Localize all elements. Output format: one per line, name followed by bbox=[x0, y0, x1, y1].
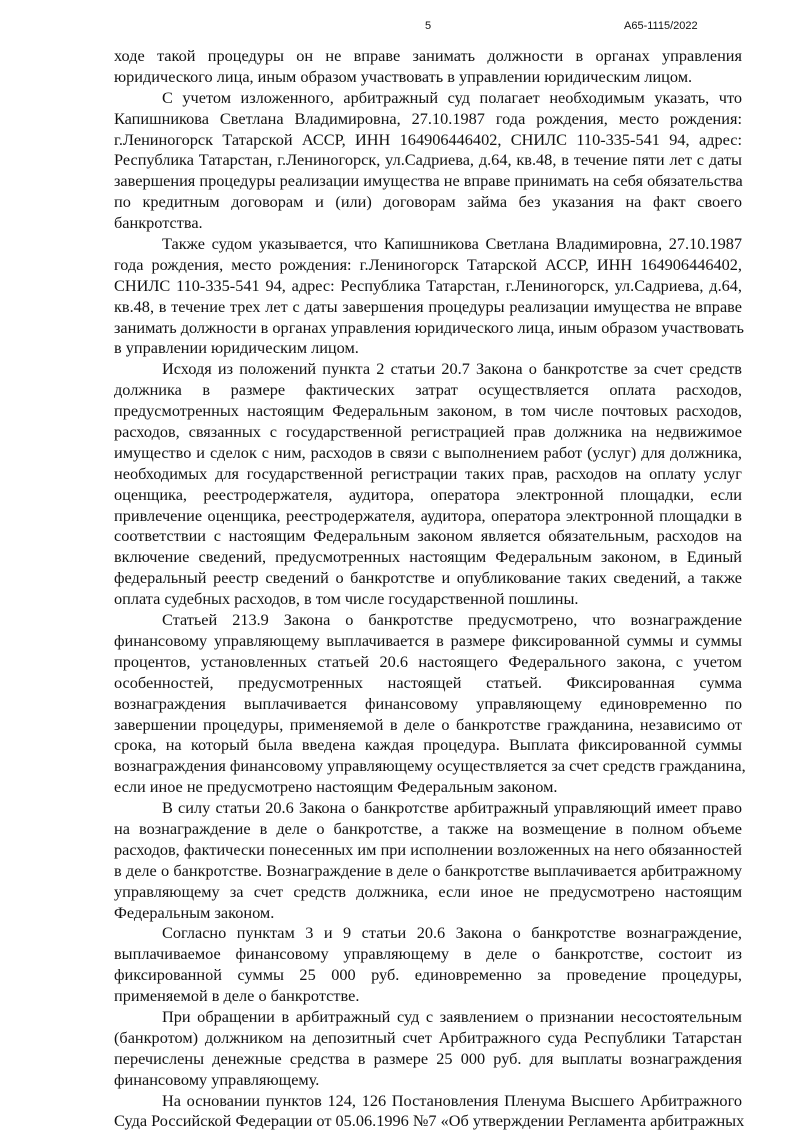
text-line: завершения процедуры реализации имущества не вправе принимать на себя обязательства bbox=[114, 171, 743, 191]
text-line: кв.48, в течение трех лет с даты завершения процедуры реализации имущества не вправе bbox=[114, 296, 742, 316]
paragraph bbox=[114, 1090, 745, 1132]
text-line: включение сведений, предусмотренных настоящим Федеральным законом, в Единый bbox=[114, 547, 742, 567]
text-line: соответствии с настоящим Федеральным законом является обязательным, расходов на bbox=[114, 526, 742, 546]
text-line: финансовому управляющему. bbox=[114, 1069, 320, 1089]
text-line: С учетом изложенного, арбитражный суд полагает необходимым указать, что bbox=[162, 87, 742, 107]
text-line: Статьей 213.9 Закона о банкротстве предусмотрено, что вознаграждение bbox=[162, 610, 742, 630]
text-line: В силу статьи 20.6 Закона о банкротстве арбитражный управляющий имеет право bbox=[162, 798, 742, 818]
text-line: вознаграждения выплачивается финансовому управляющему единовременно по bbox=[114, 693, 742, 713]
text-line: завершении процедуры, применяемой в деле о банкротстве гражданина, независимо от bbox=[114, 714, 742, 734]
text-line: вознаграждения финансовому управляющему осуществляется за счет средств гражданина, bbox=[114, 756, 746, 776]
text-line: Суда Российской Федерации от 05.06.1996 №7 «Об утверждении Регламента арбитражных bbox=[114, 1111, 745, 1131]
text-line: На основании пунктов 124, 126 Постановления Пленума Высшего Арбитражного bbox=[162, 1090, 742, 1110]
text-line: занимать должности в органах управления юридического лица, иным образом участвовать bbox=[114, 317, 744, 337]
paragraph bbox=[114, 1007, 742, 1091]
text-line: Исходя из положений пункта 2 статьи 20.7 Закона о банкротстве за счет средств bbox=[162, 359, 742, 379]
text-line: При обращении в арбитражный суд с заявлением о признании несостоятельным bbox=[162, 1006, 742, 1026]
text-line: Федеральным законом. bbox=[114, 902, 275, 922]
text-line: оценщика, реестродержателя, аудитора, оператора электронной площадки, если bbox=[114, 484, 742, 504]
text-line: банкротства. bbox=[114, 213, 203, 233]
paragraph bbox=[114, 359, 742, 610]
page-header bbox=[0, 20, 800, 36]
text-line: СНИЛС 110-335-541 94, адрес: Республика Татарстан, г.Лениногорск, ул.Садриева, д.64, bbox=[114, 275, 742, 295]
text-line: если иное не предусмотрено настоящим Федеральным законом. bbox=[114, 777, 558, 797]
text-line: Капишникова Светлана Владимировна, 27.10.1987 года рождения, место рождения: bbox=[114, 108, 742, 128]
text-line: срока, на который была введена каждая процедура. Выплата фиксированной суммы bbox=[114, 735, 742, 755]
text-line: перечислены денежные средства в размере 25 000 руб. для выплаты вознаграждения bbox=[114, 1048, 742, 1068]
paragraph bbox=[114, 234, 742, 359]
text-line: в управлении юридическим лицом. bbox=[114, 338, 359, 358]
text-line: выплачиваемое финансовому управляющему в деле о банкротстве, состоит из bbox=[114, 944, 742, 964]
text-line: процентов, установленных статьей 20.6 настоящего Федерального закона, с учетом bbox=[114, 651, 742, 671]
text-line: оплата судебных расходов, в том числе государственной пошлины. bbox=[114, 589, 579, 609]
text-line: расходов, связанных с государственной регистрацией прав должника на недвижимое bbox=[114, 422, 742, 442]
text-line: привлечение оценщика, реестродержателя, аудитора, оператора электронной площадки в bbox=[114, 505, 742, 525]
text-line: необходимых для государственной регистрации таких прав, расходов на оплату услуг bbox=[114, 463, 742, 483]
text-line: предусмотренных настоящим Федеральным законом, в том числе почтовых расходов, bbox=[114, 401, 742, 421]
paragraph bbox=[114, 610, 746, 798]
page-number: 5 bbox=[425, 20, 432, 32]
text-line: финансовому управляющему выплачивается в размере фиксированной суммы и суммы bbox=[114, 630, 742, 650]
text-line: Согласно пунктам 3 и 9 статьи 20.6 Закона о банкротстве вознаграждение, bbox=[162, 923, 742, 943]
text-line: управляющему за счет средств должника, если иное не предусмотрено настоящим bbox=[114, 881, 742, 901]
paragraph bbox=[114, 88, 742, 234]
text-line: в деле о банкротстве. Вознаграждение в деле о банкротстве выплачивается арбитражному bbox=[114, 860, 742, 880]
text-line: фиксированной суммы 25 000 руб. единовременно за проведение процедуры, bbox=[114, 965, 742, 985]
text-line: г.Лениногорск Татарской АССР, ИНН 164906446402, СНИЛС 110-335-541 94, адрес: bbox=[114, 129, 742, 149]
paragraph bbox=[114, 923, 742, 1007]
paragraph bbox=[114, 46, 742, 88]
text-line: применяемой в деле о банкротстве. bbox=[114, 986, 360, 1006]
text-line: (банкротом) должником на депозитный счет Арбитражного суда Республики Татарстан bbox=[114, 1027, 742, 1047]
text-line: имущество и сделок с ним, расходов в связи с выполнением работ (услуг) для должника, bbox=[114, 442, 742, 462]
text-line: федеральный реестр сведений о банкротстве и опубликование таких сведений, а также bbox=[114, 568, 742, 588]
text-line: по кредитным договорам и (или) договорам займа без указания на факт своего bbox=[114, 192, 742, 212]
text-line: Республика Татарстан, г.Лениногорск, ул.Садриева, д.64, кв.48, в течение пяти лет с даты bbox=[114, 150, 742, 170]
text-line: особенностей, предусмотренных настоящей статьей. Фиксированная сумма bbox=[114, 672, 742, 692]
paragraph bbox=[114, 798, 742, 923]
case-number: А65-1115/2022 bbox=[624, 20, 698, 32]
text-line: ходе такой процедуры он не вправе занимать должности в органах управления bbox=[114, 46, 742, 65]
text-line: должника в размере фактических затрат осуществляется оплата расходов, bbox=[114, 380, 742, 400]
document-body bbox=[114, 46, 746, 1132]
text-line: Также судом указывается, что Капишникова Светлана Владимировна, 27.10.1987 bbox=[162, 234, 742, 254]
text-line: юридического лица, иным образом участвовать в управлении юридическим лицом. bbox=[114, 66, 693, 86]
text-line: года рождения, место рождения: г.Лениногорск Татарской АССР, ИНН 164906446402, bbox=[114, 254, 742, 274]
text-line: на вознаграждение в деле о банкротстве, а также на возмещение в полном объеме bbox=[114, 818, 742, 838]
text-line: расходов, фактически понесенных им при исполнении возложенных на него обязанностей bbox=[114, 839, 742, 859]
